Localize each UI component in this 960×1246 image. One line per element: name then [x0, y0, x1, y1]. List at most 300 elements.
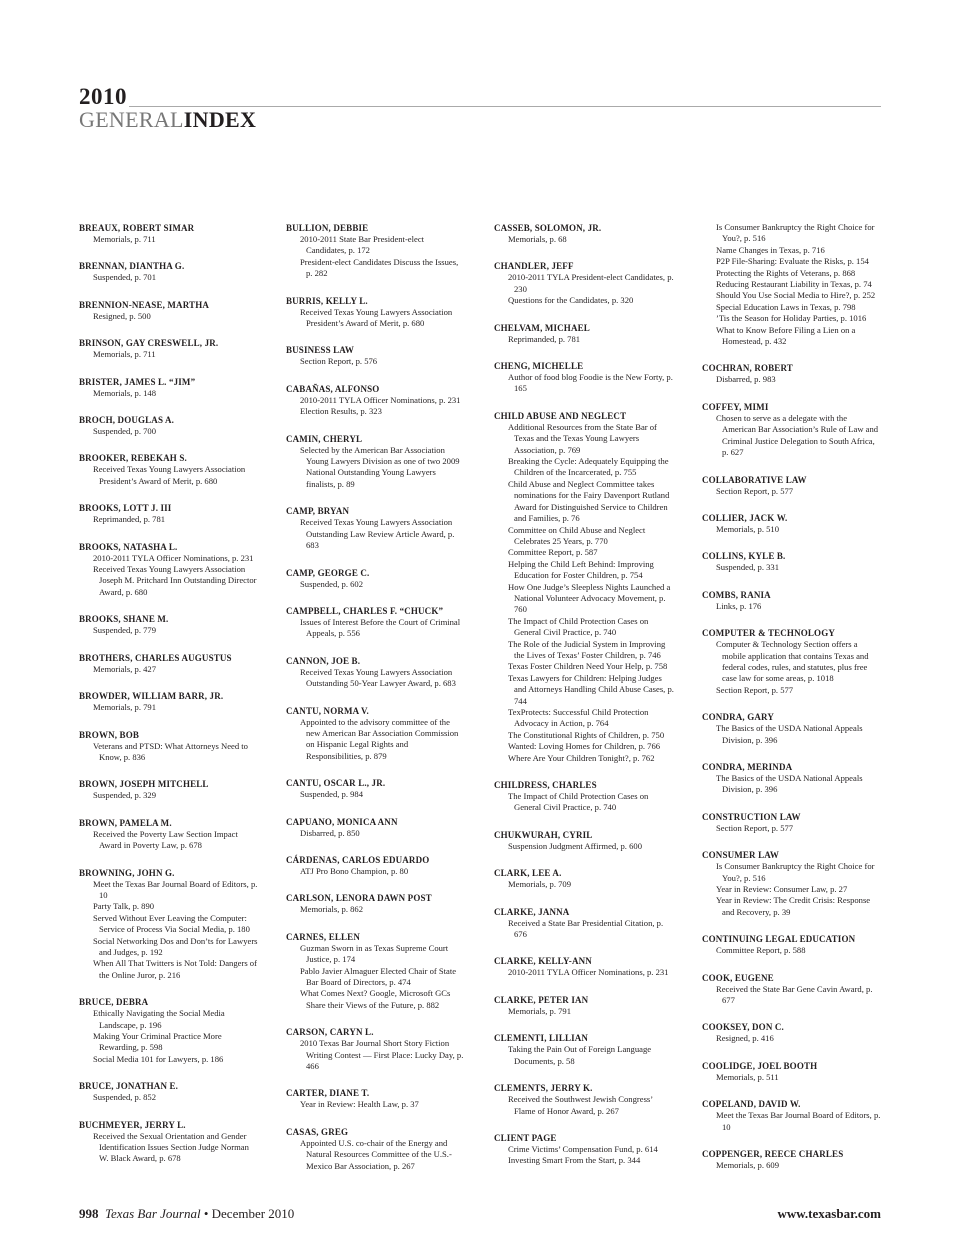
entry-reference: 2010-2011 TYLA Officer Nominations, p. 231 — [93, 552, 254, 563]
entry-references — [286, 1099, 466, 1110]
entry-heading: COMPUTER & TECHNOLOGY — [702, 628, 835, 639]
entry-reference: Received Texas Young Lawyers Association Outstanding Law Review Article Award, p. 683 — [300, 517, 455, 551]
index-entry — [702, 1098, 882, 1133]
entry-heading: CARTER, DIANE T. — [286, 1088, 370, 1099]
entry-heading: COFFEY, MIMI — [702, 401, 769, 412]
index-entry — [79, 414, 259, 437]
entry-heading: CHUKWURAH, CYRIL — [494, 829, 593, 840]
entry-references — [286, 445, 466, 491]
entry-heading: BROWN, JOSEPH MITCHELL — [79, 779, 209, 790]
index-entry — [286, 705, 466, 763]
index-entry — [79, 867, 259, 982]
title-index: INDEX — [183, 107, 257, 132]
entry-heading: CANTU, OSCAR L., JR. — [286, 778, 386, 789]
entry-references — [702, 524, 882, 535]
entry-heading: BROOKS, SHANE M. — [79, 614, 169, 625]
entry-heading: CAPUANO, MONICA ANN — [286, 816, 398, 827]
entry-heading: CAMIN, CHERYL — [286, 433, 363, 444]
entry-heading: CAMP, BRYAN — [286, 506, 350, 517]
entry-reference: Suspended, p. 602 — [300, 578, 364, 589]
entry-reference: Received the State Bar Gene Cavin Award, p. 677 — [716, 983, 873, 1006]
entry-reference: Questions for the Candidates, p. 320 — [508, 295, 634, 306]
entry-heading: COLLABORATIVE LAW — [702, 474, 807, 485]
entry-heading: CARLSON, LENORA DAWN POST — [286, 893, 432, 904]
entry-reference: ATJ Pro Bono Champion, p. 80 — [300, 865, 409, 876]
entry-reference: Memorials, p. 709 — [508, 879, 572, 890]
index-entry — [702, 401, 882, 459]
entry-references — [494, 1094, 674, 1117]
header-rule — [129, 106, 881, 107]
index-entry — [79, 778, 259, 801]
entry-reference: How One Judge’s Sleepless Nights Launched a National Volunteer Advocacy Movement, p. 760 — [508, 581, 671, 615]
entry-heading: CHENG, MICHELLE — [494, 361, 584, 372]
entry-reference: Chosen to serve as a delegate with the American Bar Association’s Rule of Law and Criminal Justice Delegation to South Africa, p. 627 — [716, 412, 879, 458]
index-entry — [494, 955, 674, 978]
entry-heading: CÁRDENAS, CARLOS EDUARDO — [286, 854, 430, 865]
entry-heading: CLIENT PAGE — [494, 1132, 557, 1143]
entry-reference: Memorials, p. 711 — [93, 234, 156, 244]
index-entry — [79, 729, 259, 764]
entry-heading: COPPENGER, REECE CHARLES — [702, 1149, 844, 1160]
page-header — [79, 85, 881, 131]
entry-reference: Suspended, p. 779 — [93, 625, 157, 636]
entry-references — [286, 517, 466, 551]
entry-reference: Year in Review: Consumer Law, p. 27 — [716, 884, 848, 894]
entry-references — [702, 1033, 882, 1044]
entry-reference: Taking the Pain Out of Foreign Language Documents, p. 58 — [508, 1044, 652, 1066]
entry-reference: Name Changes in Texas, p. 716 — [716, 244, 825, 255]
index-title — [79, 109, 881, 131]
entry-reference: Meet the Texas Bar Journal Board of Editors, p. 10 — [93, 878, 258, 900]
index-entry — [702, 222, 882, 347]
entry-reference: Memorials, p. 511 — [716, 1071, 779, 1082]
entry-reference: What to Know Before Filing a Lien on a Homestead, p. 432 — [716, 324, 856, 347]
entry-reference: Disbarred, p. 850 — [300, 827, 360, 838]
entry-heading: BULLION, DEBBIE — [286, 223, 369, 233]
entry-heading: BRENNAN, DIANTHA G. — [79, 261, 185, 272]
index-entry — [494, 260, 674, 306]
entry-references — [702, 1160, 882, 1171]
index-entry — [494, 410, 674, 764]
entry-reference: Appointed U.S. co-chair of the Energy and Natural Resources Committee of the U.S.-Mexico Bar Association, p. 267 — [300, 1137, 452, 1171]
entry-reference: Received the Sexual Orientation and Gender Identification Issues Section Judge Norman W. Black Award, p. 678 — [93, 1130, 249, 1164]
index-entry — [702, 1060, 882, 1083]
index-entry — [79, 260, 259, 283]
entry-references — [79, 514, 259, 525]
entry-reference: Additional Resources from the State Bar of Texas and the Texas Young Lawyers Association, p. 769 — [508, 421, 657, 455]
entry-references — [286, 667, 466, 690]
entry-heading: CARSON, CARYN L. — [286, 1027, 374, 1038]
entry-reference: Resigned, p. 416 — [716, 1033, 774, 1044]
entry-references — [79, 1092, 259, 1103]
footer-separator: • — [203, 1206, 209, 1221]
entry-reference: Disbarred, p. 983 — [716, 374, 776, 385]
index-entry — [286, 816, 466, 839]
entry-reference: Suspended, p. 700 — [93, 426, 157, 437]
index-entry — [79, 817, 259, 852]
index-entry — [286, 505, 466, 551]
entry-references — [494, 422, 674, 764]
entry-references — [79, 349, 259, 360]
entry-heading: CLARK, LEE A. — [494, 868, 562, 879]
entry-references — [494, 791, 674, 814]
index-entry — [702, 972, 882, 1007]
entry-heading: BROWNING, JOHN G. — [79, 867, 175, 878]
entry-reference: Suspension Judgment Affirmed, p. 600 — [508, 840, 642, 851]
entry-heading: CABAÑAS, ALFONSO — [286, 383, 380, 394]
entry-references — [79, 790, 259, 801]
entry-heading: COLLIER, JACK W. — [702, 512, 788, 523]
entry-heading: CASAS, GREG — [286, 1126, 349, 1137]
entry-reference: Selected by the American Bar Association Young Lawyers Division as one of two 2009 National Outstanding Young Lawyers finalists, p. 89 — [300, 444, 460, 489]
entry-reference: Suspended, p. 984 — [300, 789, 364, 800]
entry-references — [702, 639, 882, 696]
entry-reference: Memorials, p. 510 — [716, 523, 780, 534]
index-entry — [79, 222, 259, 245]
website-url: www.texasbar.com — [777, 1206, 881, 1221]
entry-references — [494, 967, 674, 978]
entry-reference: Memorials, p. 791 — [508, 1005, 572, 1016]
index-entry — [494, 994, 674, 1017]
entry-heading: CAMPBELL, CHARLES F. “CHUCK” — [286, 605, 444, 616]
index-entry — [286, 1087, 466, 1110]
index-entry — [702, 1148, 882, 1171]
entry-reference: Veterans and PTSD: What Attorneys Need to Know, p. 836 — [93, 740, 248, 762]
entry-references — [79, 311, 259, 322]
index-entry — [702, 811, 882, 834]
entry-heading: COMBS, RANIA — [702, 589, 771, 600]
entry-reference: Memorials, p. 68 — [508, 234, 567, 244]
entry-reference: Is Consumer Bankruptcy the Right Choice for You?, p. 516 — [716, 222, 875, 244]
entry-heading: CHILD ABUSE AND NEGLECT — [494, 410, 627, 421]
entry-reference: Where Are Your Children Tonight?, p. 762 — [508, 752, 655, 763]
entry-reference: What Comes Next? Google, Microsoft GCs Share their Views of the Future, p. 882 — [300, 988, 451, 1010]
entry-heading: COCHRAN, ROBERT — [702, 363, 793, 374]
index-entry — [79, 1080, 259, 1103]
entry-references — [286, 717, 466, 763]
entry-references — [494, 1144, 674, 1167]
entry-heading: CONDRA, GARY — [702, 712, 774, 723]
entry-reference: The Basics of the USDA National Appeals Division, p. 396 — [716, 723, 863, 745]
entry-reference: Suspended, p. 852 — [93, 1092, 157, 1103]
entry-reference: Ethically Navigating the Social Media Landscape, p. 196 — [93, 1008, 225, 1030]
index-entry — [79, 996, 259, 1065]
entry-references — [286, 617, 466, 640]
entry-reference: Received Texas Young Lawyers Association President’s Award of Merit, p. 680 — [93, 464, 246, 486]
entry-reference: Received Texas Young Lawyers Association Joseph M. Pritchard Inn Outstanding Director Award, p. 680 — [93, 564, 257, 597]
index-entry — [494, 1132, 674, 1167]
entry-heading: BROOKS, LOTT J. III — [79, 503, 172, 514]
index-entry — [286, 295, 466, 330]
entry-references — [286, 1038, 466, 1072]
entry-reference: P2P File-Sharing: Evaluate the Risks, p. 154 — [716, 256, 869, 267]
index-entry — [286, 777, 466, 800]
entry-heading: CLARKE, KELLY-ANN — [494, 956, 592, 967]
entry-reference: 2010-2011 TYLA Officer Nominations, p. 231 — [300, 394, 461, 405]
entry-reference: The Impact of Child Protection Cases on General Civil Practice, p. 740 — [508, 615, 649, 638]
entry-reference: Links, p. 176 — [716, 600, 762, 611]
index-entry — [702, 1021, 882, 1044]
entry-reference: Should You Use Social Media to Hire?, p. 252 — [716, 290, 876, 301]
entry-references — [494, 879, 674, 890]
page-footer — [79, 1206, 881, 1226]
entry-reference: Reprimanded, p. 781 — [508, 333, 581, 344]
entry-reference: Special Education Laws in Texas, p. 798 — [716, 301, 856, 312]
entry-reference: Suspended, p. 331 — [716, 562, 780, 573]
entry-reference: Election Results, p. 323 — [300, 406, 382, 417]
index-entry — [702, 550, 882, 573]
entry-references — [702, 861, 882, 918]
entry-references — [494, 1044, 674, 1067]
entry-references — [79, 1131, 259, 1165]
entry-reference: Is Consumer Bankruptcy the Right Choice for You?, p. 516 — [716, 861, 875, 883]
entry-reference: Memorials, p. 148 — [93, 387, 157, 398]
entry-references — [286, 579, 466, 590]
entry-reference: Crime Victims’ Compensation Fund, p. 614 — [508, 1143, 658, 1154]
entry-heading: CONSUMER LAW — [702, 850, 780, 861]
entry-heading: BROWN, BOB — [79, 729, 140, 740]
entry-references — [702, 945, 882, 956]
entry-reference: Served Without Ever Leaving the Computer: Service of Process Via Social Media, p. 180 — [93, 912, 250, 935]
entry-references — [702, 1072, 882, 1083]
entry-reference: Social Media 101 for Lawyers, p. 186 — [93, 1053, 224, 1064]
entry-references — [286, 356, 466, 367]
entry-heading: BROOKS, NATASHA L. — [79, 541, 178, 552]
entry-references — [494, 234, 674, 245]
entry-references — [286, 828, 466, 839]
entry-reference: Texas Lawyers for Children: Helping Judges and Attorneys Handling Child Abuse Cases, p. 744 — [508, 672, 674, 706]
footer-left — [79, 1206, 294, 1222]
index-entry — [494, 1082, 674, 1117]
index-entry — [79, 690, 259, 713]
entry-references — [79, 553, 259, 599]
entry-reference: Suspended, p. 329 — [93, 790, 157, 801]
entry-references — [286, 866, 466, 877]
entry-reference: 2010-2011 State Bar President-elect Candidates, p. 172 — [300, 234, 425, 256]
entry-heading: BURRIS, KELLY L. — [286, 295, 368, 306]
index-entry — [79, 541, 259, 599]
entry-reference: Issues of Interest Before the Court of Criminal Appeals, p. 556 — [300, 616, 461, 639]
entry-references — [79, 879, 259, 982]
entry-reference: Received the Southwest Jewish Congress’ Flame of Honor Award, p. 267 — [508, 1094, 653, 1116]
entry-references — [494, 1006, 674, 1017]
entry-reference: Memorials, p. 791 — [93, 702, 157, 713]
entry-references — [494, 334, 674, 345]
entry-references — [286, 307, 466, 330]
entry-reference: Child Abuse and Neglect Committee takes nominations for the Fairy Davenport Rutland Award for Distinguished Service to Children and Families, p. 76 — [508, 478, 670, 524]
entry-references — [286, 904, 466, 915]
entry-references — [79, 464, 259, 487]
entry-heading: CHILDRESS, CHARLES — [494, 780, 597, 791]
index-entry — [494, 222, 674, 245]
entry-reference: Reducing Restaurant Liability in Texas, p. 74 — [716, 279, 872, 290]
index-entry — [494, 829, 674, 852]
entry-reference: Author of food blog Foodie is the New Forty, p. 165 — [508, 372, 673, 394]
entry-heading: COOKSEY, DON C. — [702, 1022, 784, 1033]
index-entry — [286, 344, 466, 367]
index-entry — [702, 362, 882, 385]
entry-heading: CLARKE, PETER IAN — [494, 994, 589, 1005]
entry-heading: CONDRA, MERINDA — [702, 761, 793, 772]
entry-reference: Year in Review: Health Law, p. 37 — [300, 1099, 419, 1110]
entry-references — [286, 234, 466, 280]
entry-references — [286, 395, 466, 418]
entry-heading: BROCH, DOUGLAS A. — [79, 415, 175, 426]
entry-reference: Committee on Child Abuse and Neglect Celebrates 25 Years, p. 770 — [508, 524, 646, 546]
entry-reference: Computer & Technology Section offers a mobile application that contains Texas and federal codes, rules, and statutes, plus free case law for some areas, p. 1018 — [716, 639, 869, 684]
entry-reference: Section Report, p. 577 — [716, 684, 794, 695]
entry-references — [286, 943, 466, 1011]
entry-reference: Texas Foster Children Need Your Help, p. 758 — [508, 661, 668, 672]
entry-reference: Protecting the Rights of Veterans, p. 868 — [716, 267, 856, 278]
entry-references — [702, 413, 882, 459]
index-entry — [494, 867, 674, 890]
index-entry — [702, 711, 882, 746]
entry-reference: Section Report, p. 577 — [716, 822, 794, 833]
index-entry — [494, 906, 674, 941]
index-entry — [702, 627, 882, 696]
page-number: 998 — [79, 1206, 99, 1221]
entry-reference: 2010-2011 TYLA Officer Nominations, p. 231 — [508, 967, 669, 978]
entry-heading: COOK, EUGENE — [702, 972, 774, 983]
entry-heading: CANTU, NORMA V. — [286, 705, 369, 716]
entry-references — [702, 374, 882, 385]
entry-heading: CLARKE, JANNA — [494, 906, 570, 917]
entry-heading: BRUCE, JONATHAN E. — [79, 1081, 179, 1092]
entry-heading: BUSINESS LAW — [286, 345, 355, 356]
entry-reference: Section Report, p. 577 — [716, 485, 794, 496]
entry-references — [79, 426, 259, 437]
index-entry — [79, 652, 259, 675]
entry-reference: Year in Review: The Credit Crisis: Response and Recovery, p. 39 — [716, 895, 871, 917]
entry-references — [702, 1110, 882, 1133]
entry-references — [702, 723, 882, 746]
entry-reference: Committee Report, p. 588 — [716, 945, 806, 956]
entry-heading: CHANDLER, JEFF — [494, 261, 574, 272]
index-entry — [702, 512, 882, 535]
entry-references — [702, 773, 882, 796]
index-entry — [286, 892, 466, 915]
entry-heading: CAMP, GEORGE C. — [286, 567, 370, 578]
entry-reference: Wanted: Loving Homes for Children, p. 766 — [508, 741, 661, 752]
index-entry — [286, 655, 466, 690]
index-entry — [702, 933, 882, 956]
entry-references — [702, 562, 882, 573]
index-entry — [286, 222, 466, 280]
entry-references — [79, 702, 259, 713]
entry-reference: Received Texas Young Lawyers Association President’s Award of Merit, p. 680 — [300, 306, 453, 329]
entry-heading: CHELVAM, MICHAEL — [494, 322, 590, 333]
index-entry — [286, 567, 466, 590]
entry-reference: The Basics of the USDA National Appeals Division, p. 396 — [716, 772, 863, 795]
index-entry — [286, 605, 466, 640]
entry-references — [79, 388, 259, 399]
entry-reference: President-elect Candidates Discuss the Issues, p. 282 — [300, 256, 459, 279]
entry-references — [702, 486, 882, 497]
entry-heading: BROTHERS, CHARLES AUGUSTUS — [79, 652, 232, 663]
entry-reference: 2010-2011 TYLA President-elect Candidates, p. 230 — [508, 272, 674, 294]
entry-reference: Meet the Texas Bar Journal Board of Editors, p. 10 — [716, 1110, 881, 1132]
index-entry — [286, 1026, 466, 1072]
entry-references — [79, 829, 259, 852]
entry-heading: BRENNION-NEASE, MARTHA — [79, 299, 209, 310]
index-column-4 — [702, 222, 882, 1186]
index-entry — [702, 761, 882, 796]
entry-references — [702, 601, 882, 612]
index-entry — [286, 854, 466, 877]
title-general: GENERAL — [79, 107, 184, 132]
index-entry — [702, 589, 882, 612]
entry-reference: Social Networking Dos and Don’ts for Lawyers and Judges, p. 192 — [93, 935, 258, 957]
index-column-2 — [286, 222, 466, 1187]
index-entry — [494, 322, 674, 345]
entry-references — [79, 625, 259, 636]
index-entry — [286, 931, 466, 1011]
index-entry — [79, 613, 259, 636]
entry-reference: Memorials, p. 609 — [716, 1160, 780, 1171]
entry-reference: Party Talk, p. 890 — [93, 901, 155, 912]
entry-heading: CLEMENTS, JERRY K. — [494, 1083, 593, 1094]
entry-references — [286, 789, 466, 800]
entry-reference: Memorials, p. 427 — [93, 663, 157, 674]
entry-heading: CONTINUING LEGAL EDUCATION — [702, 934, 856, 945]
entry-references — [79, 1008, 259, 1065]
index-entry — [494, 779, 674, 814]
index-entry — [79, 376, 259, 399]
entry-references — [79, 272, 259, 283]
entry-heading: BRISTER, JAMES L. “JIM” — [79, 376, 196, 387]
entry-references — [79, 234, 259, 245]
entry-references — [702, 222, 882, 347]
index-entry — [79, 1119, 259, 1165]
entry-heading: COOLIDGE, JOEL BOOTH — [702, 1060, 818, 1071]
entry-reference: Suspended, p. 701 — [93, 272, 157, 283]
index-entry — [79, 452, 259, 487]
entry-reference: Pablo Javier Almaguer Elected Chair of State Bar Board of Directors, p. 474 — [300, 965, 457, 987]
entry-heading: CARNES, ELLEN — [286, 931, 360, 942]
entry-reference: The Role of the Judicial System in Improving the Lives of Texas’ Foster Children, p. 746 — [508, 638, 666, 660]
entry-reference: Received a State Bar Presidential Citation, p. 676 — [508, 917, 664, 940]
index-entry — [79, 299, 259, 322]
entry-reference: Guzman Sworn in as Texas Supreme Court Justice, p. 174 — [300, 942, 449, 965]
entry-references — [286, 1138, 466, 1172]
entry-reference: Appointed to the advisory committee of the new American Bar Association Commission on Hispanic Legal Rights and Responsibilities, p. 879 — [300, 716, 459, 761]
entry-reference: ’Tis the Season for Holiday Parties, p. 1016 — [716, 313, 867, 324]
entry-reference: TexProtects: Successful Child Protection Advocacy in Action, p. 764 — [508, 707, 649, 729]
entry-reference: Received the Poverty Law Section Impact Award in Poverty Law, p. 678 — [93, 828, 238, 851]
index-entry — [702, 849, 882, 918]
entry-heading: BREAUX, ROBERT SIMAR — [79, 223, 195, 233]
entry-heading: CLEMENTI, LILLIAN — [494, 1033, 589, 1044]
magazine-name: Texas Bar Journal — [105, 1206, 201, 1221]
entry-reference: Committee Report, p. 587 — [508, 547, 598, 558]
index-entry — [286, 1126, 466, 1172]
entry-heading: BROOKER, REBEKAH S. — [79, 453, 187, 464]
entry-reference: Memorials, p. 711 — [93, 349, 156, 360]
entry-reference: Reprimanded, p. 781 — [93, 514, 166, 525]
entry-references — [79, 741, 259, 764]
entry-reference: 2010 Texas Bar Journal Short Story Fiction Writing Contest — First Place: Lucky Day, p. 466 — [300, 1038, 464, 1072]
entry-reference: Received Texas Young Lawyers Association Outstanding 50-Year Lawyer Award, p. 683 — [300, 666, 456, 689]
entry-reference: Resigned, p. 500 — [93, 310, 151, 321]
entry-heading: CASSEB, SOLOMON, JR. — [494, 223, 602, 233]
entry-reference: Making Your Criminal Practice More Rewarding, p. 598 — [93, 1031, 222, 1053]
entry-heading: BRUCE, DEBRA — [79, 997, 149, 1008]
entry-reference: The Constitutional Rights of Children, p. 750 — [508, 729, 665, 740]
entry-heading: BUCHMEYER, JERRY L. — [79, 1119, 186, 1130]
entry-reference: Breaking the Cycle: Adequately Equipping the Children of the Incarcerated, p. 755 — [508, 456, 669, 478]
index-entry — [494, 360, 674, 395]
